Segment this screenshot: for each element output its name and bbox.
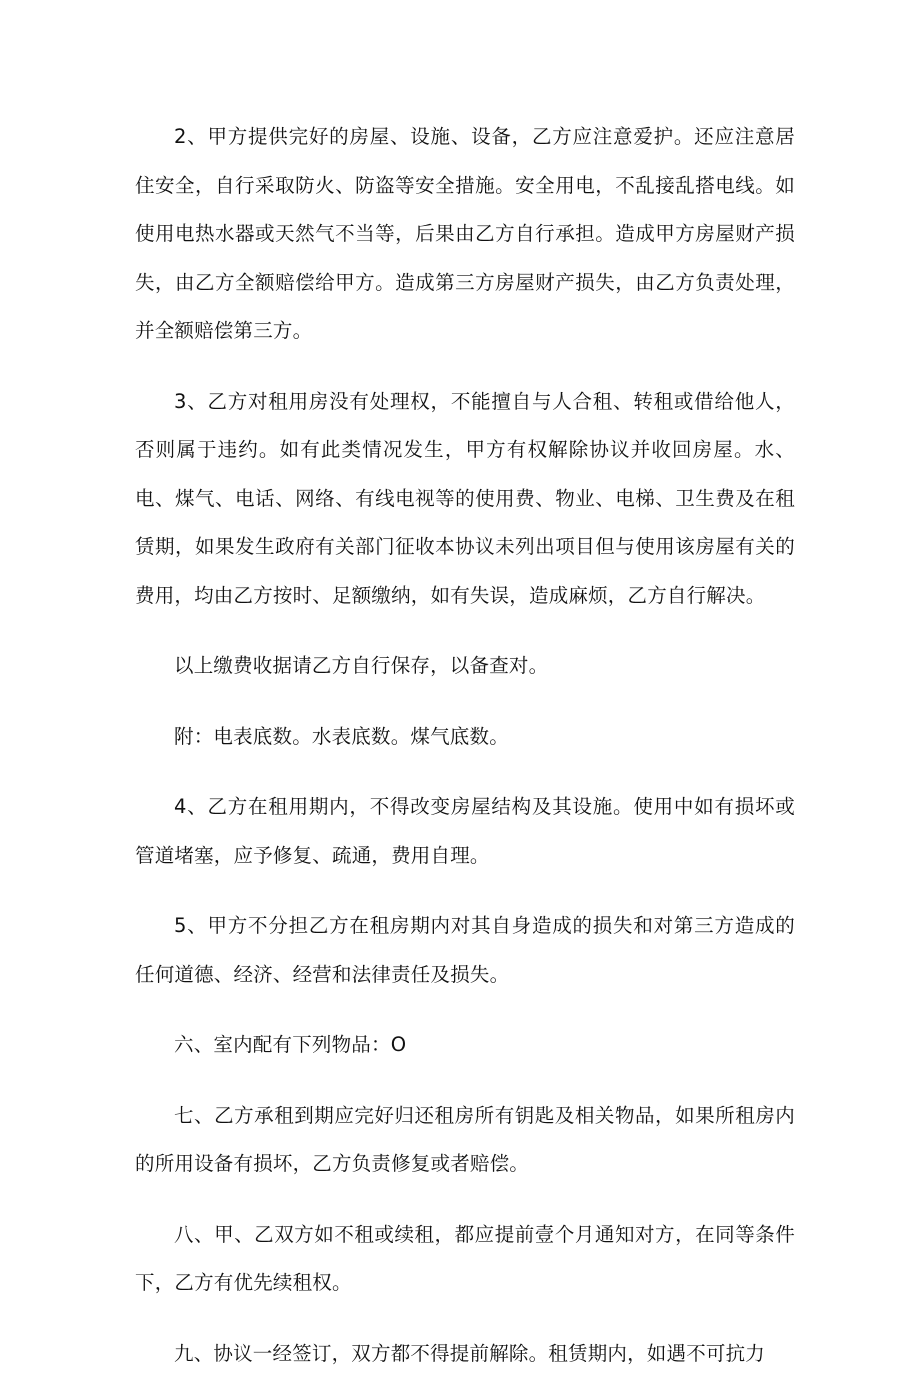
paragraph-clause-3: 3、乙方对租用房没有处理权，不能擅自与人合租、转租或借给他人，否则属于违约。如有此类情况发生，甲方有权解除协议并收回房屋。水、电、煤气、电话、网络、有线电视等的使用费、物业、电梯、卫生费及在租赁期，如果发生政府有关部门征收本协议未列出项目但与使用该房屋有关的费用，均由乙方按时、足额缴纳，如有失误，造成麻烦，乙方自行解决。: [135, 389, 795, 607]
paragraph-clause-2: 2、甲方提供完好的房屋、设施、设备，乙方应注意爱护。还应注意居住安全，自行采取防火、防盗等安全措施。安全用电，不乱接乱搭电线。如使用电热水器或天然气不当等，后果由乙方自行承担。造成甲方房屋财产损失，由乙方全额赔偿给甲方。造成第三方房屋财产损失，由乙方负责处理，并全额赔偿第三方。: [135, 125, 795, 342]
paragraph-section-7: 七、乙方承租到期应完好归还租房所有钥匙及相关物品，如果所租房内的所用设备有损坏，乙方负责修复或者赔偿。: [135, 1103, 795, 1175]
document-body: [135, 113, 795, 1400]
paragraph-section-8: 八、甲、乙双方如不租或续租，都应提前壹个月通知对方，在同等条件下，乙方有优先续租权。: [135, 1222, 795, 1294]
paragraph-clause-4: 4、乙方在租用期内，不得改变房屋结构及其设施。使用中如有损坏或管道堵塞，应予修复、疏通，费用自理。: [135, 795, 795, 867]
paragraph-receipt-note: 以上缴费收据请乙方自行保存，以备查对。: [174, 654, 549, 677]
paragraph-clause-5: 5、甲方不分担乙方在租房期内对其自身造成的损失和对第三方造成的任何道德、经济、经营和法律责任及损失。: [135, 914, 795, 986]
paragraph-meter-readings: 附：电表底数。水表底数。煤气底数。: [174, 724, 509, 748]
paragraph-section-9: 九、协议一经签订，双方都不得提前解除。租赁期内，如遇不可抗力: [174, 1341, 766, 1365]
paragraph-section-6: 六、室内配有下列物品：O: [174, 1033, 407, 1056]
